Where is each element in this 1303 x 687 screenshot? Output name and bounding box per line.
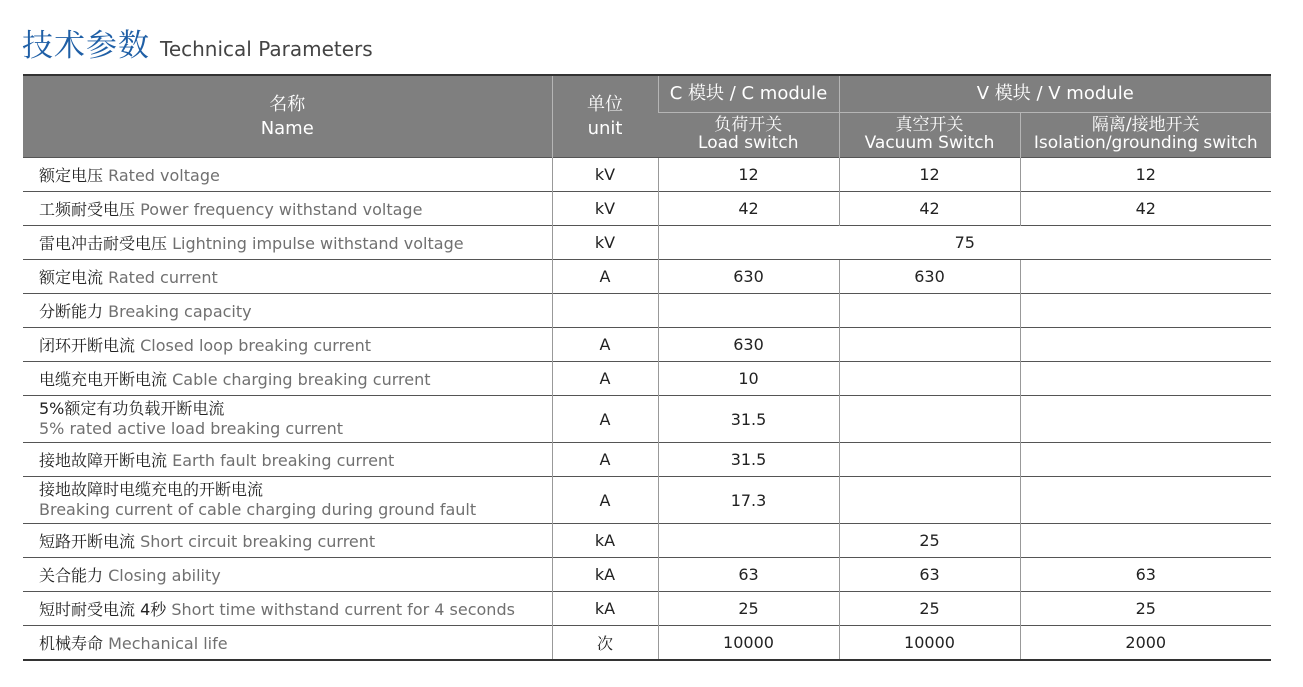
vacuum-switch-value: 630 [839,260,1020,294]
param-name-en: Cable charging breaking current [172,370,431,389]
param-name-en: Breaking capacity [108,302,252,321]
param-unit: A [552,260,658,294]
merged-value: 75 [658,226,1271,260]
param-unit: A [552,328,658,362]
vacuum-switch-value: 12 [839,158,1020,192]
param-name [23,524,552,558]
param-name [23,260,552,294]
param-name-zh: 接地故障开断电流 [39,451,168,470]
technical-parameters-table [23,74,1271,661]
isolation-switch-value: 12 [1020,158,1271,192]
header-vacuum-switch [839,113,1020,158]
param-name-zh: 5%额定有功负载开断电流 [39,399,225,418]
title-english: Technical Parameters [160,37,373,61]
header-unit-en: unit [587,117,623,139]
load-switch-value: 63 [658,558,839,592]
header-isolation-switch [1020,113,1271,158]
header-isolation-switch-en: Isolation/grounding switch [1033,133,1258,153]
param-name-zh: 机械寿命 [39,634,104,653]
vacuum-switch-value: 10000 [839,626,1020,661]
load-switch-value [658,294,839,328]
load-switch-value: 10000 [658,626,839,661]
table-row [23,477,1271,524]
table-row [23,626,1271,661]
isolation-switch-value: 25 [1020,592,1271,626]
load-switch-value: 630 [658,260,839,294]
vacuum-switch-value [839,396,1020,443]
param-name [23,443,552,477]
table-row [23,260,1271,294]
header-name-zh: 名称 [269,94,306,116]
param-name-en: Mechanical life [108,634,228,653]
param-unit: 次 [552,626,658,661]
param-name-zh: 关合能力 [39,566,104,585]
table-row [23,158,1271,192]
table-row [23,524,1271,558]
vacuum-switch-value: 42 [839,192,1020,226]
table-row [23,226,1271,260]
load-switch-value: 17.3 [658,477,839,524]
param-name-zh: 分断能力 [39,302,104,321]
param-name-en: Rated current [108,268,218,287]
param-unit: kV [552,192,658,226]
header-vacuum-switch-en: Vacuum Switch [864,133,995,153]
header-v-module: V 模块 / V module [839,75,1271,113]
param-name-zh: 短路开断电流 [39,532,136,551]
param-name-zh: 工频耐受电压 [39,200,136,219]
header-load-switch [658,113,839,158]
param-name-en: Short circuit breaking current [140,532,376,551]
param-name [23,362,552,396]
table-row [23,192,1271,226]
param-name-en: Closing ability [108,566,221,585]
param-unit: kV [552,158,658,192]
header-unit [552,75,658,158]
param-name [23,396,552,443]
param-name-en: Breaking current of cable charging during ground fault [39,500,477,519]
load-switch-value: 10 [658,362,839,396]
param-name-zh: 闭环开断电流 [39,336,136,355]
param-name-zh: 电缆充电开断电流 [39,370,168,389]
load-switch-value: 630 [658,328,839,362]
table-row [23,592,1271,626]
title-chinese: 技术参数 [22,28,150,64]
header-isolation-switch-zh: 隔离/接地开关 [1091,115,1200,136]
isolation-switch-value [1020,443,1271,477]
table-row [23,294,1271,328]
param-name [23,294,552,328]
isolation-switch-value [1020,260,1271,294]
vacuum-switch-value [839,362,1020,396]
param-name-en: Earth fault breaking current [172,451,395,470]
isolation-switch-value [1020,328,1271,362]
table-row [23,362,1271,396]
param-unit: A [552,443,658,477]
param-name-zh: 短时耐受电流 4秒 [39,600,167,619]
param-name-zh: 雷电冲击耐受电压 [39,234,168,253]
table-row [23,396,1271,443]
param-name [23,592,552,626]
table-body [23,158,1271,661]
param-unit: kV [552,226,658,260]
vacuum-switch-value: 25 [839,524,1020,558]
load-switch-value: 42 [658,192,839,226]
vacuum-switch-value [839,443,1020,477]
param-unit: A [552,477,658,524]
header-load-switch-en: Load switch [698,133,799,153]
load-switch-value: 31.5 [658,443,839,477]
header-load-switch-zh: 负荷开关 [714,115,783,136]
header-name-en: Name [260,117,314,139]
param-name [23,158,552,192]
param-name-zh: 额定电压 [39,166,104,185]
table-header [23,75,1271,158]
param-unit: A [552,396,658,443]
param-name [23,477,552,524]
param-name-zh: 额定电流 [39,268,104,287]
param-name [23,558,552,592]
param-name-zh: 接地故障时电缆充电的开断电流 [39,480,264,499]
isolation-switch-value [1020,396,1271,443]
isolation-switch-value: 42 [1020,192,1271,226]
vacuum-switch-value [839,477,1020,524]
load-switch-value: 31.5 [658,396,839,443]
load-switch-value [658,524,839,558]
table-row [23,443,1271,477]
param-unit [552,294,658,328]
vacuum-switch-value: 25 [839,592,1020,626]
isolation-switch-value [1020,362,1271,396]
param-name [23,626,552,661]
param-name-en: Rated voltage [108,166,220,185]
header-vacuum-switch-zh: 真空开关 [895,115,964,136]
isolation-switch-value [1020,294,1271,328]
table-row [23,558,1271,592]
param-name [23,226,552,260]
param-name-en: 5% rated active load breaking current [39,419,344,438]
header-c-module: C 模块 / C module [658,75,839,113]
vacuum-switch-value [839,294,1020,328]
isolation-switch-value: 2000 [1020,626,1271,661]
header-unit-zh: 单位 [587,94,623,116]
param-unit: kA [552,592,658,626]
load-switch-value: 12 [658,158,839,192]
load-switch-value: 25 [658,592,839,626]
param-unit: kA [552,558,658,592]
param-name-en: Closed loop breaking current [140,336,372,355]
param-name-en: Lightning impulse withstand voltage [172,234,464,253]
param-name-en: Power frequency withstand voltage [140,200,423,219]
vacuum-switch-value: 63 [839,558,1020,592]
param-unit: kA [552,524,658,558]
isolation-switch-value [1020,477,1271,524]
vacuum-switch-value [839,328,1020,362]
header-name [23,75,552,158]
table-row [23,328,1271,362]
page-title [22,20,373,65]
param-name [23,192,552,226]
isolation-switch-value [1020,524,1271,558]
param-name [23,328,552,362]
param-unit: A [552,362,658,396]
isolation-switch-value: 63 [1020,558,1271,592]
param-name-en: Short time withstand current for 4 seconds [171,600,515,619]
